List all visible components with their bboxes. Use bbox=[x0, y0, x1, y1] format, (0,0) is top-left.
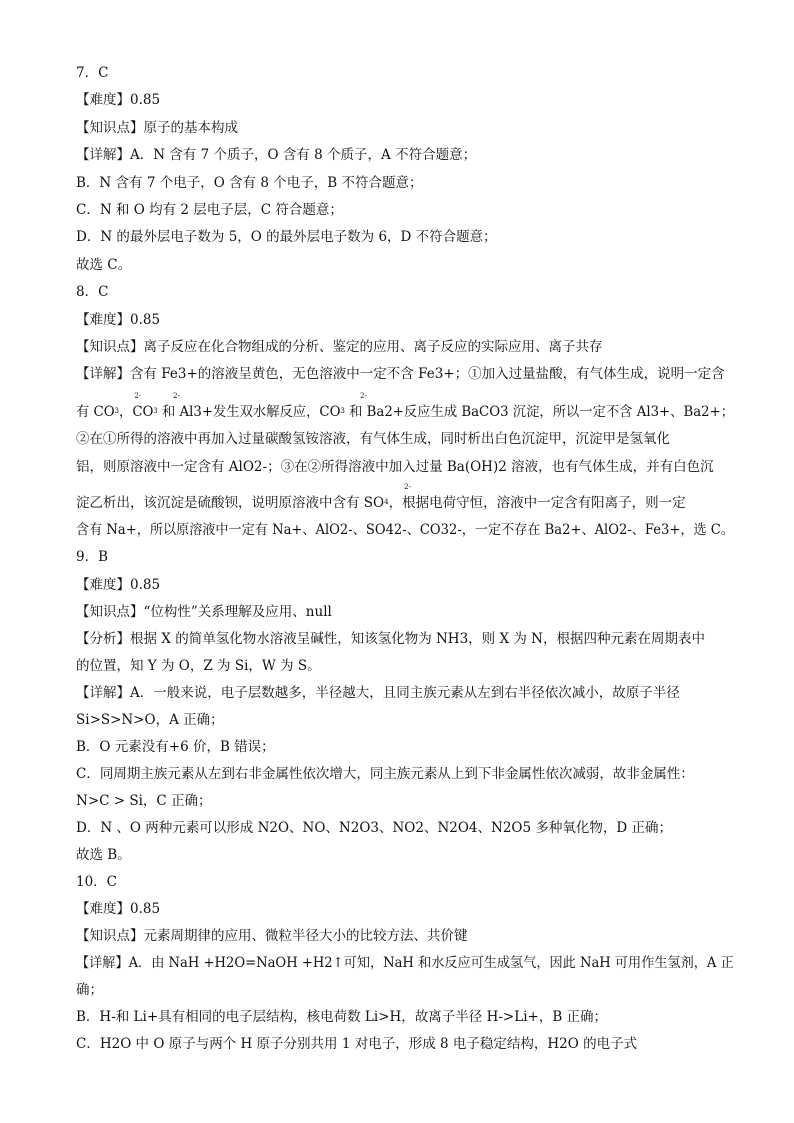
subscript: 4 bbox=[384, 498, 389, 506]
answer-heading-7: 7．C bbox=[76, 65, 109, 81]
text-line: B．N 含有 7 个电子，O 含有 8 个电子，B 不符合题意； bbox=[76, 175, 423, 191]
text-line: Si>S>N>O，A 正确； bbox=[76, 712, 224, 728]
text-fragment: ，根据电荷守恒，溶液中一定含有阳离子，则一定 bbox=[388, 495, 686, 511]
knowledge-point-line: 【知识点】离子反应在化合物组成的分析、鉴定的应用、离子反应的实际应用、离子共存 bbox=[76, 339, 603, 355]
text-line-sulfate bbox=[76, 483, 686, 512]
text-fragment: 和 Al3+发生双水解反应，CO bbox=[157, 404, 341, 420]
text-fragment: ，CO bbox=[119, 404, 154, 420]
text-line: D．N 的最外层电子数为 5，O 的最外层电子数为 6，D 不符合题意； bbox=[76, 229, 497, 245]
answer-heading-8: 8．C bbox=[76, 284, 109, 300]
explanation-line: 【详解】含有 Fe3+的溶液呈黄色，无色溶液中一定不含 Fe3+；①加入过量盐酸，有气体生成，说明一定含 bbox=[76, 366, 725, 382]
difficulty-line: 【难度】0.85 bbox=[76, 312, 161, 328]
knowledge-point-line: 【知识点】原子的基本构成 bbox=[76, 120, 238, 136]
text-line: ②在①所得的溶液中再加入过量碳酸氢铵溶液，有气体生成，同时析出白色沉淀甲，沉淀甲是氢氧化 bbox=[76, 431, 670, 447]
explanation-line: 【详解】A．由 NaH +H2O=NaOH +H2↑可知，NaH 和水反应可生成氢气，因此 NaH 可用作生氢剂，A 正 bbox=[76, 955, 734, 971]
text-line-carbonate bbox=[76, 392, 735, 421]
text-fragment: 淀乙析出，该沉淀是硫酸钡，说明原溶液中含有 SO bbox=[76, 495, 385, 511]
text-line: N>C > Si，C 正确； bbox=[76, 793, 212, 809]
conclusion-line: 故选 C。 bbox=[76, 257, 132, 273]
text-fragment: 和 Ba2+反应生成 BaCO3 沉淀，所以一定不含 Al3+、Ba2+； bbox=[344, 404, 735, 420]
charge-superscript: 2- bbox=[404, 483, 411, 491]
answer-heading-10: 10．C bbox=[76, 874, 118, 890]
answer-heading-9: 9．B bbox=[76, 549, 109, 565]
subscript: 3 bbox=[340, 407, 345, 415]
text-line: 铝，则原溶液中一定含有 AlO2-；③在②所得溶液中加入过量 Ba(OH)2 溶液，也有气体生成，并有白色沉 bbox=[76, 459, 714, 475]
text-line: B．H-和 Li+具有相同的电子层结构，核电荷数 Li>H，故离子半径 H->Li+，B 正确； bbox=[76, 1009, 608, 1025]
text-line: 含有 Na+，所以原溶液中一定有 Na+、AlO2-、SO42-、CO32-，一定不存在 Ba2+、AlO2-、Fe3+，选 C。 bbox=[76, 522, 734, 538]
analysis-line: 【分析】根据 X 的简单氢化物水溶液呈碱性，知该氢化物为 NH3，则 X 为 N，根据四种元素在周期表中 bbox=[76, 631, 705, 647]
conclusion-line: 故选 B。 bbox=[76, 847, 131, 863]
text-line: 的位置，知 Y 为 O，Z 为 Si，W 为 S。 bbox=[76, 658, 321, 674]
explanation-line: 【详解】A．N 含有 7 个质子，O 含有 8 个质子，A 不符合题意； bbox=[76, 147, 477, 163]
carbonate-ion bbox=[153, 392, 180, 421]
charge-superscript: 2- bbox=[134, 392, 142, 400]
text-line: C．H2O 中 O 原子与两个 H 原子分别共用 1 对电子，形成 8 电子稳定结构，H2O 的电子式 bbox=[76, 1036, 638, 1052]
text-fragment: 有 CO bbox=[76, 404, 115, 420]
knowledge-point-line: 【知识点】“位构性”关系理解及应用、null bbox=[76, 604, 332, 620]
knowledge-point-line: 【知识点】元素周期律的应用、微粒半径大小的比较方法、共价键 bbox=[76, 928, 468, 944]
text-line: D．N 、O 两种元素可以形成 N2O、NO、N2O3、NO2、N2O4、N2O5 多种氧化物，D 正确； bbox=[76, 820, 672, 836]
difficulty-line: 【难度】0.85 bbox=[76, 577, 161, 593]
carbonate-ion bbox=[340, 392, 367, 421]
explanation-line: 【详解】A．一般来说，电子层数越多，半径越大，且同主族元素从左到右半径依次减小，故原子半径 bbox=[76, 685, 680, 701]
difficulty-line: 【难度】0.85 bbox=[76, 901, 161, 917]
subscript: 3 bbox=[114, 407, 120, 415]
difficulty-line: 【难度】0.85 bbox=[76, 92, 161, 108]
text-line: 确； bbox=[76, 982, 103, 998]
charge-superscript: 2- bbox=[173, 392, 180, 400]
subscript: 3 bbox=[153, 407, 158, 415]
text-line: C．N 和 O 均有 2 层电子层，C 符合题意； bbox=[76, 202, 343, 218]
sulfate-ion bbox=[384, 483, 411, 512]
text-line: C．同周期主族元素从左到右非金属性依次增大，同主族元素从上到下非金属性依次减弱，故非金属性： bbox=[76, 766, 694, 782]
charge-superscript: 2- bbox=[360, 392, 367, 400]
text-line: B．O 元素没有+6 价，B 错误； bbox=[76, 739, 275, 755]
